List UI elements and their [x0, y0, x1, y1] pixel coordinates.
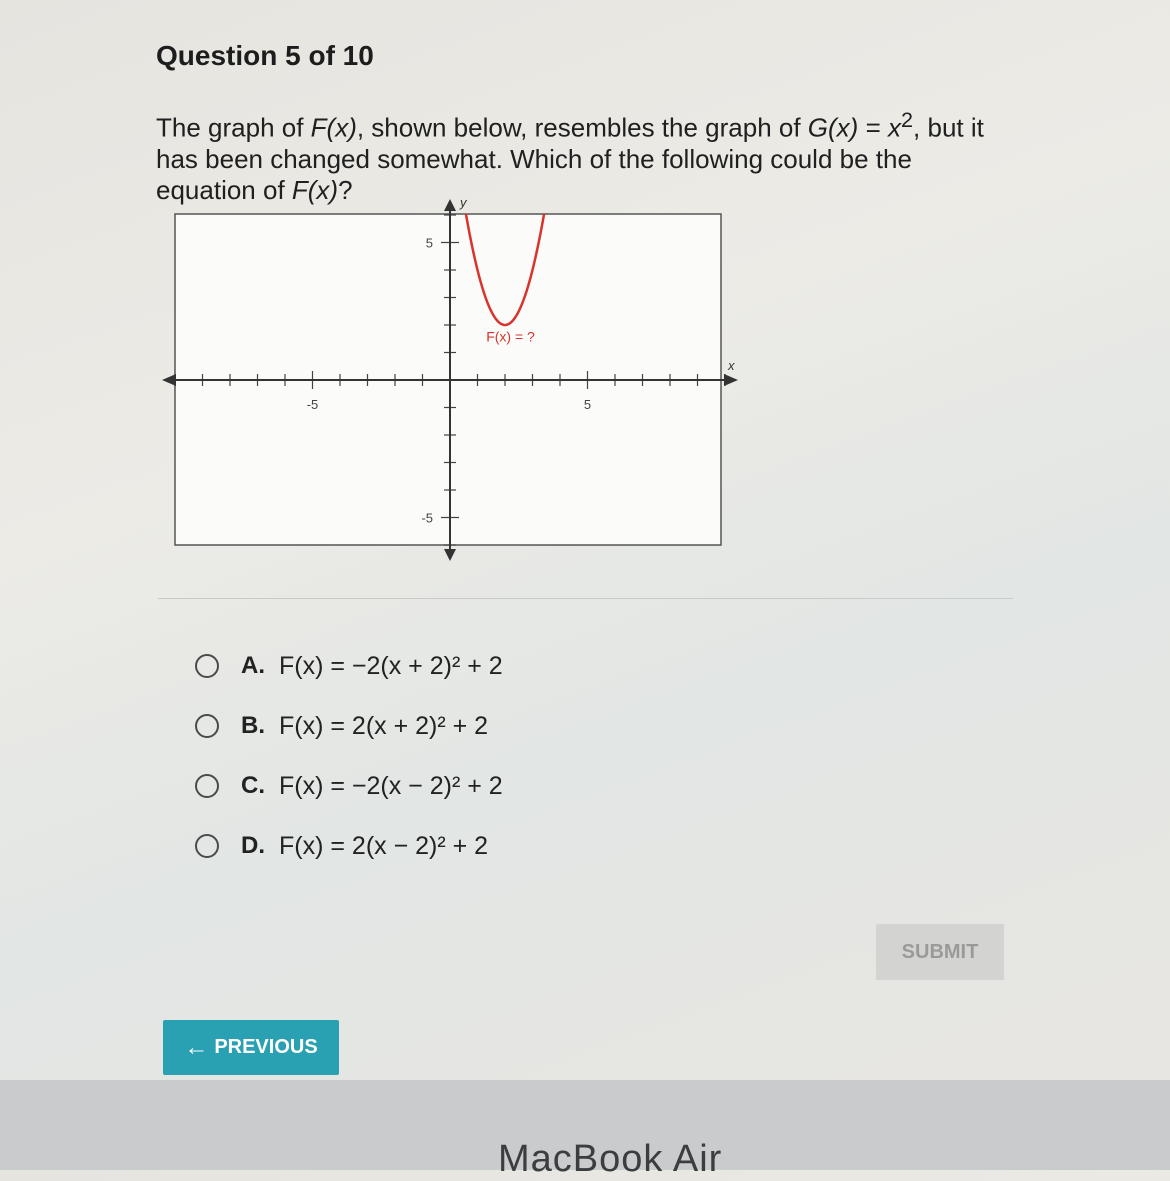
- option-equation: F(x) = 2(x + 2)² + 2: [279, 711, 489, 740]
- divider: [158, 598, 1013, 599]
- curve-label: F(x) = ?: [486, 328, 535, 345]
- answer-options: [195, 636, 503, 876]
- option-d[interactable]: [195, 816, 503, 876]
- radio-icon[interactable]: [195, 654, 219, 678]
- radio-icon[interactable]: [195, 774, 219, 798]
- option-letter: C.: [241, 772, 265, 799]
- x-axis-right-arrow: [724, 374, 738, 386]
- option-equation: F(x) = 2(x − 2)² + 2: [279, 831, 489, 860]
- option-letter: A.: [241, 652, 265, 679]
- y-axis-up-arrow: [444, 199, 456, 211]
- x-axis-left-arrow: [162, 374, 176, 386]
- previous-button[interactable]: [163, 1020, 339, 1075]
- function-graph: [160, 195, 740, 565]
- option-a[interactable]: [195, 636, 503, 696]
- tick-label-y-5: 5: [425, 235, 433, 251]
- option-letter: D.: [241, 832, 265, 859]
- question-text: The graph of F(x), shown below, resembles the graph of $G(x) = x^2$, but it has been changed somewhat. Which of the following could be the equation of F(x)?: [156, 107, 984, 205]
- question-counter: Question 5 of 10: [156, 40, 374, 71]
- option-equation: F(x) = −2(x + 2)² + 2: [279, 651, 503, 680]
- y-axis-down-arrow: [444, 549, 456, 561]
- tick-label-x-neg5: -5: [306, 397, 319, 412]
- submit-button[interactable]: SUBMIT: [876, 924, 1004, 980]
- option-equation: F(x) = −2(x − 2)² + 2: [279, 771, 503, 800]
- radio-icon[interactable]: [195, 834, 219, 858]
- x-axis-label: x: [728, 358, 735, 373]
- radio-icon[interactable]: [195, 714, 219, 738]
- y-axis-label: y: [460, 195, 467, 210]
- arrow-left-icon: ←: [184, 1033, 209, 1061]
- option-letter: B.: [241, 712, 265, 739]
- option-c[interactable]: [195, 756, 503, 816]
- option-b[interactable]: [195, 696, 503, 756]
- device-brand: MacBook Air: [498, 1138, 723, 1180]
- previous-label: PREVIOUS: [214, 1036, 318, 1058]
- tick-label-y-neg5: -5: [421, 510, 433, 526]
- tick-label-x-5: 5: [583, 397, 592, 412]
